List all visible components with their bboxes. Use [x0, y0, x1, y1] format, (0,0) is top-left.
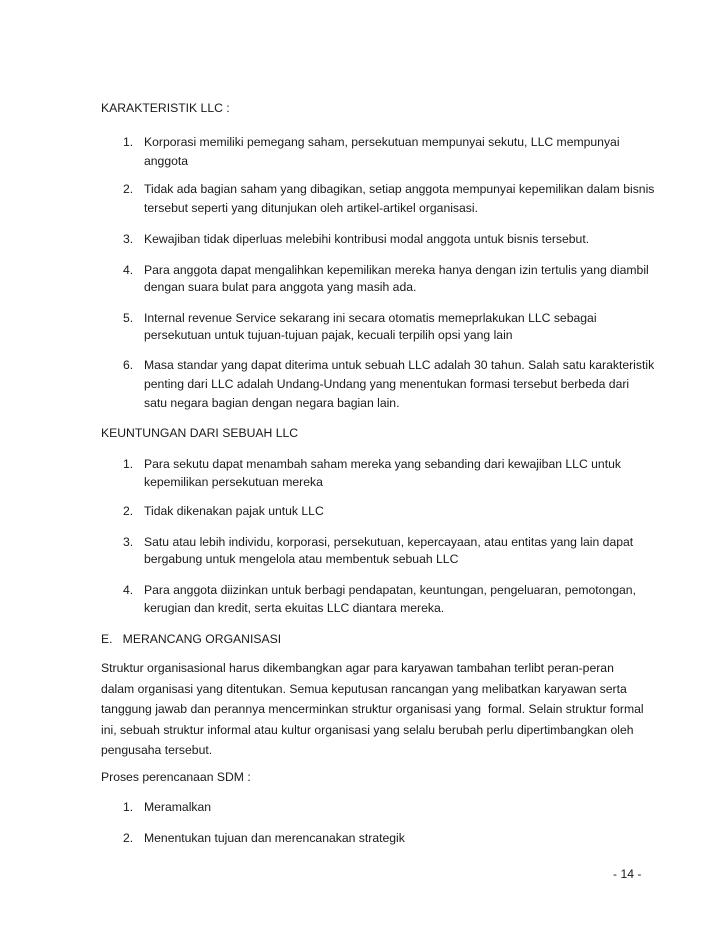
section-heading-keuntungan: KEUNTUNGAN DARI SEBUAH LLC — [101, 426, 299, 440]
item-text: Para anggota diizinkan untuk berbagi pendapatan, keuntungan, pengeluaran, pemotongan, — [144, 583, 636, 597]
item-number: 6. — [123, 358, 134, 372]
item-number: 4. — [123, 263, 134, 277]
item-text: tersebut seperti yang ditunjukan oleh artikel-artikel organisasi. — [144, 201, 478, 215]
item-text: persekutuan untuk tujuan-tujuan pajak, kecuali terpilih opsi yang lain — [144, 328, 513, 342]
paragraph-line: ini, sebuah struktur informal atau kultur organisasi yang selalu berubah perlu dipertimbangkan oleh — [101, 723, 634, 737]
paragraph-line: Struktur organisasional harus dikembangkan agar para karyawan tambahan terlibt peran-peran — [101, 661, 614, 675]
item-number: 2. — [123, 831, 134, 845]
item-text: Tidak ada bagian saham yang dibagikan, setiap anggota mempunyai kepemilikan dalam bisnis — [144, 182, 655, 196]
item-text: anggota — [144, 154, 189, 168]
item-text: Internal revenue Service sekarang ini secara otomatis memeprlakukan LLC sebagai — [144, 311, 597, 325]
item-number: 5. — [123, 311, 134, 325]
item-text: satu negara bagian dengan negara bagian lain. — [144, 396, 400, 410]
paragraph-line: pengusaha tersebut. — [101, 743, 213, 757]
item-text: Satu atau lebih individu, korporasi, persekutuan, kepercayaan, atau entitas yang lain dapat — [144, 535, 634, 549]
item-number: 4. — [123, 583, 134, 597]
item-text: Para anggota dapat mengalihkan kepemilikan mereka hanya dengan izin tertulis yang diambil — [144, 263, 649, 277]
paragraph-line: tanggung jawab dan perannya mencerminkan struktur organisasi yang formal. Selain struktur formal — [101, 702, 644, 716]
item-number: 1. — [123, 135, 134, 149]
page-number: - 14 - — [613, 867, 642, 881]
item-text: kepemilikan persekutuan mereka — [144, 475, 323, 489]
item-text: Tidak dikenakan pajak untuk LLC — [144, 504, 324, 518]
item-text: Para sekutu dapat menambah saham mereka yang sebanding dari kewajiban LLC untuk — [144, 457, 621, 471]
item-number: 2. — [123, 504, 134, 518]
section-heading-karakteristik: KARAKTERISTIK LLC : — [101, 101, 230, 115]
paragraph-line: dalam organisasi yang ditentukan. Semua keputusan rancangan yang melibatkan karyawan serta — [101, 682, 627, 696]
item-text: bergabung untuk mengelola atau membentuk sebuah LLC — [144, 552, 459, 566]
item-number: 1. — [123, 457, 134, 471]
item-number: 2. — [123, 182, 134, 196]
item-number: 1. — [123, 800, 134, 814]
section-heading-proses-sdm: Proses perencanaan SDM : — [101, 770, 251, 784]
item-number: 3. — [123, 535, 134, 549]
item-text: kerugian dan kredit, serta ekuitas LLC diantara mereka. — [144, 601, 445, 615]
item-text: Meramalkan — [144, 800, 212, 814]
item-text: Menentukan tujuan dan merencanakan strategik — [144, 831, 405, 845]
item-text: Korporasi memiliki pemegang saham, persekutuan mempunyai sekutu, LLC mempunyai — [144, 135, 620, 149]
item-text: Masa standar yang dapat diterima untuk sebuah LLC adalah 30 tahun. Salah satu karakteristik — [144, 358, 655, 372]
item-number: 3. — [123, 232, 134, 246]
section-heading-merancang-organisasi: E. MERANCANG ORGANISASI — [101, 632, 282, 646]
item-text: dengan suara bulat para anggota yang masih ada. — [144, 280, 417, 294]
item-text: penting dari LLC adalah Undang-Undang yang menentukan formasi tersebut berbeda dari — [144, 377, 630, 391]
item-text: Kewajiban tidak diperluas melebihi kontribusi modal anggota untuk bisnis tersebut. — [144, 232, 590, 246]
